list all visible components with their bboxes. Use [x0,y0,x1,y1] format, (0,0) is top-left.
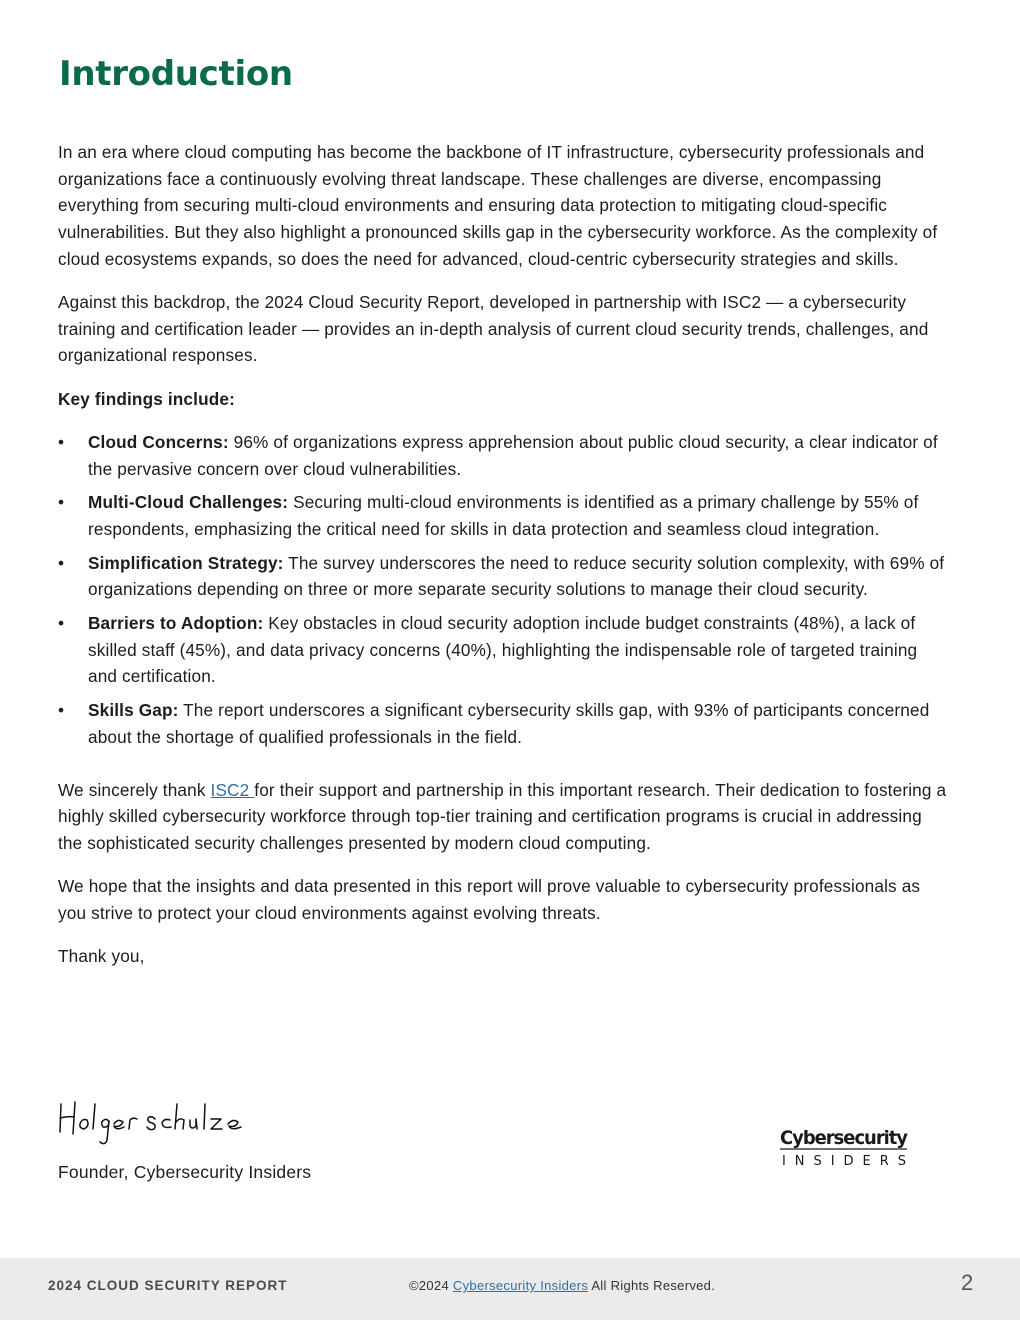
copyright-year: ©2024 [409,1278,453,1293]
key-findings-list [58,429,948,751]
bullet-icon: • [58,613,65,634]
key-findings-heading: Key findings include: [58,388,235,409]
page-number: 2 [961,1270,974,1295]
copyright-notice [409,1278,715,1293]
finding-text: Securing multi-cloud environments is identified as a primary challenge by 55% of respondents, emphasizing the critical need for skills in data protection and seamless cloud integration. [88,492,919,539]
main-content [58,139,948,986]
company-link[interactable]: Cybersecurity Insiders [452,1278,589,1293]
page-footer [0,1258,1020,1320]
list-item [58,550,948,603]
bullet-icon: • [58,700,65,721]
intro-paragraph: In an era where cloud computing has become the backbone of IT infrastructure, cybersecurity professionals and organizations face a continuously evolving threat landscape. These challenges are diverse, encompassing everything from securing multi-cloud environments and ensuring data protection to mitigating cloud-specific vulnerabilities. But they also highlight a pronounced skills gap in the cybersecurity workforce. As the complexity of cloud ecosystems expands, so does the need for advanced, cloud-centric cybersecurity strategies and skills. [58,142,938,269]
finding-lead: Barriers to Adoption: [88,613,264,634]
rights-text: All Rights Reserved. [591,1278,716,1293]
finding-text: 96% of organizations express apprehension about public cloud security, a clear indicator of the pervasive concern over cloud vulnerabilities. [88,431,938,479]
finding-lead: Skills Gap: [88,700,179,721]
finding-lead: Cloud Concerns: [88,431,229,452]
list-item [58,489,948,542]
bullet-icon: • [58,431,65,452]
svg-text:Cybersecurity: Cybersecurity [780,1127,909,1149]
signature-image [58,1098,258,1154]
closing-text: Thank you, [58,946,145,967]
finding-lead: Simplification Strategy: [88,552,284,573]
signer-title: Founder, Cybersecurity Insiders [58,1162,312,1182]
thanks-paragraph [58,777,948,857]
thanks-after: for their support and partnership in this important research. Their dedication to fostering a highly skilled cybersecurity workforce through top-tier training and certification programs is crucial in addressing the sophisticated security challenges presented by modern cloud computing. [58,779,947,853]
list-item [58,697,948,750]
finding-text: The survey underscores the need to reduce security solution complexity, with 69% of organizations depending on three or more separate security solutions to manage their cloud security. [88,552,945,600]
bullet-icon: • [58,492,65,513]
finding-lead: Multi-Cloud Challenges: [88,492,289,513]
finding-text: The report underscores a significant cybersecurity skills gap, with 93% of participants concerned about the shortage of qualified professionals in the field. [88,700,930,747]
bullet-icon: • [58,552,65,573]
svg-text:INSIDERS: INSIDERS [782,1154,906,1169]
company-logo [778,1120,912,1172]
finding-text: Key obstacles in cloud security adoption include budget constraints (48%), a lack of skilled staff (45%), and data privacy concerns (40%), highlighting the indispensable role of targeted training and certification. [88,613,918,687]
list-item [58,429,948,482]
report-name: 2024 CLOUD SECURITY REPORT [48,1278,288,1293]
backdrop-paragraph: Against this backdrop, the 2024 Cloud Security Report, developed in partnership with ISC2 — a cybersecurity training and certification leader — provides an in-depth analysis of current cloud security trends, challenges, and organizational responses. [58,292,929,366]
isc2-link[interactable]: ISC2 [210,779,255,800]
hope-paragraph: We hope that the insights and data presented in this report will prove valuable to cybersecurity professionals as you strive to protect your cloud environments against evolving threats. [58,876,921,923]
thanks-before: We sincerely thank [58,779,211,800]
page-title: Introduction [59,54,293,94]
list-item [58,610,948,690]
